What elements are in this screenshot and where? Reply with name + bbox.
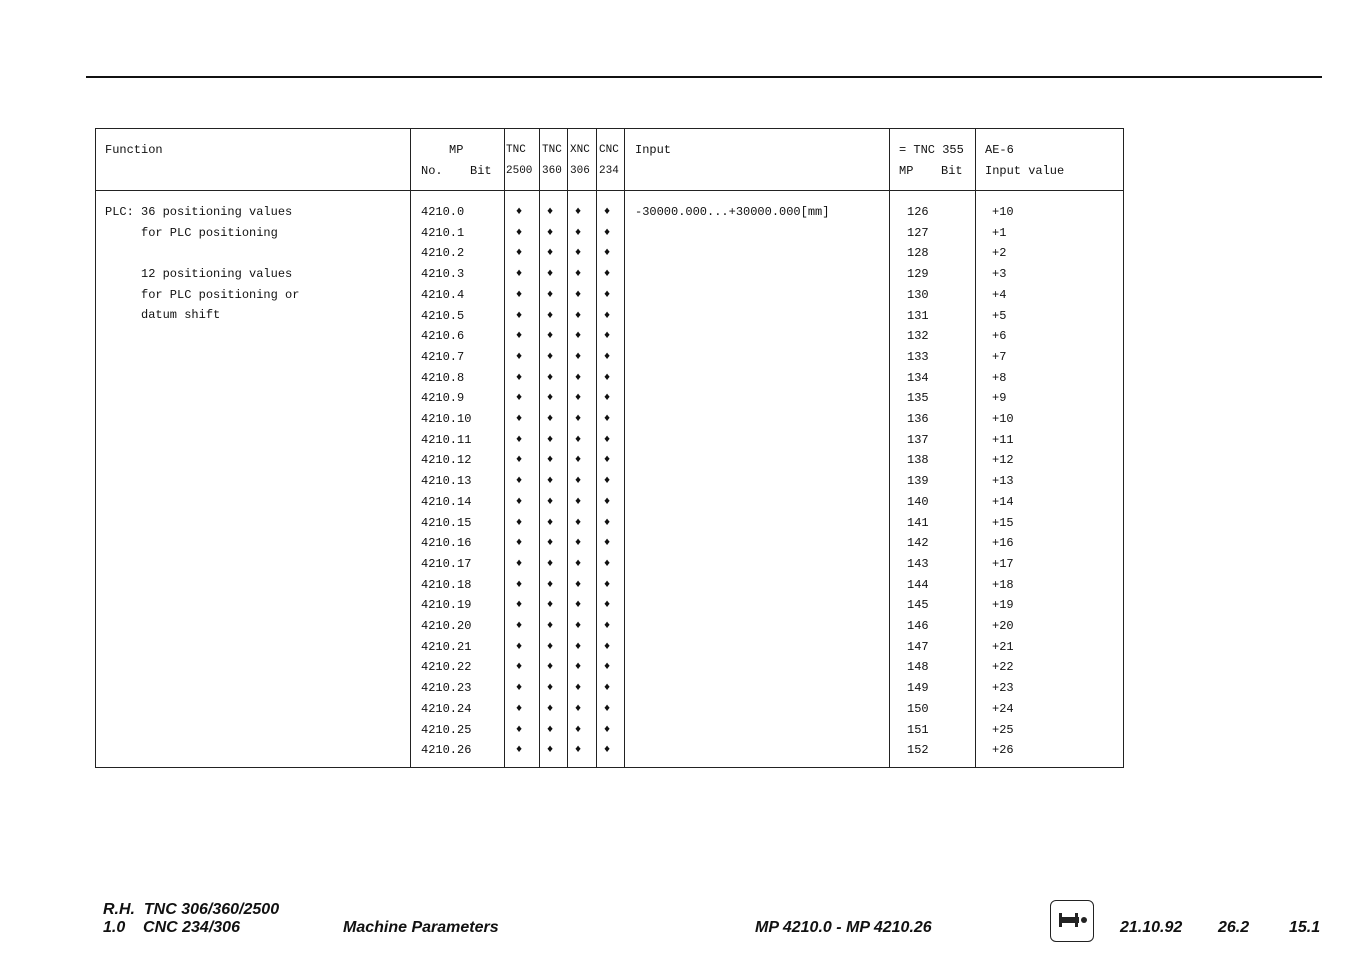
row-tnc355-value: 130 — [907, 288, 929, 302]
availability-diamond-icon: ♦ — [603, 517, 611, 529]
availability-diamond-icon: ♦ — [546, 392, 554, 404]
availability-diamond-icon: ♦ — [603, 392, 611, 404]
availability-diamond-icon: ♦ — [546, 330, 554, 342]
availability-diamond-icon: ♦ — [515, 641, 523, 653]
footer-date: 21.10.92 — [1120, 919, 1183, 936]
availability-diamond-icon: ♦ — [546, 599, 554, 611]
row-mp-number: 4210.3 — [421, 267, 465, 281]
availability-diamond-icon: ♦ — [603, 496, 611, 508]
availability-diamond-icon: ♦ — [515, 744, 523, 756]
availability-diamond-icon: ♦ — [515, 724, 523, 736]
row-tnc355-value: 128 — [907, 246, 929, 260]
function-text-line: datum shift — [105, 308, 221, 322]
availability-diamond-icon: ♦ — [574, 227, 582, 239]
availability-diamond-icon: ♦ — [574, 351, 582, 363]
availability-diamond-icon: ♦ — [515, 454, 523, 466]
availability-diamond-icon: ♦ — [515, 496, 523, 508]
row-tnc355-value: 143 — [907, 557, 929, 571]
machine-logo-icon — [1050, 900, 1094, 942]
row-ae6-value: +20 — [992, 619, 1014, 633]
row-tnc355-value: 142 — [907, 536, 929, 550]
col-divider — [410, 129, 411, 767]
availability-diamond-icon: ♦ — [574, 413, 582, 425]
availability-diamond-icon: ♦ — [515, 227, 523, 239]
availability-diamond-icon: ♦ — [515, 599, 523, 611]
availability-diamond-icon: ♦ — [574, 454, 582, 466]
availability-diamond-icon: ♦ — [546, 537, 554, 549]
availability-diamond-icon: ♦ — [546, 454, 554, 466]
header-mp: MP — [449, 143, 464, 157]
availability-diamond-icon: ♦ — [574, 641, 582, 653]
availability-diamond-icon: ♦ — [603, 620, 611, 632]
row-ae6-value: +12 — [992, 453, 1014, 467]
row-ae6-value: +9 — [992, 391, 1007, 405]
availability-diamond-icon: ♦ — [546, 724, 554, 736]
row-mp-number: 4210.19 — [421, 598, 472, 612]
availability-diamond-icon: ♦ — [574, 372, 582, 384]
availability-diamond-icon: ♦ — [515, 330, 523, 342]
row-mp-number: 4210.20 — [421, 619, 472, 633]
row-ae6-value: +26 — [992, 743, 1014, 757]
row-ae6-value: +4 — [992, 288, 1007, 302]
row-mp-number: 4210.10 — [421, 412, 472, 426]
availability-diamond-icon: ♦ — [603, 247, 611, 259]
row-ae6-value: +18 — [992, 578, 1014, 592]
row-ae6-value: +22 — [992, 660, 1014, 674]
availability-diamond-icon: ♦ — [603, 206, 611, 218]
row-mp-number: 4210.7 — [421, 350, 465, 364]
parameter-table — [95, 128, 1124, 768]
footer-section-title: Machine Parameters — [343, 919, 499, 936]
availability-diamond-icon: ♦ — [603, 434, 611, 446]
header-tnc355-mp: MP — [899, 164, 914, 178]
availability-diamond-icon: ♦ — [574, 682, 582, 694]
availability-diamond-icon: ♦ — [574, 268, 582, 280]
row-ae6-value: +24 — [992, 702, 1014, 716]
availability-diamond-icon: ♦ — [603, 454, 611, 466]
availability-diamond-icon: ♦ — [603, 579, 611, 591]
header-ae6-input: Input value — [985, 164, 1065, 178]
col-divider — [596, 129, 597, 767]
header-no: No. — [421, 164, 443, 178]
row-mp-number: 4210.15 — [421, 516, 472, 530]
availability-diamond-icon: ♦ — [603, 641, 611, 653]
availability-diamond-icon: ♦ — [603, 413, 611, 425]
row-mp-number: 4210.16 — [421, 536, 472, 550]
row-mp-number: 4210.25 — [421, 723, 472, 737]
header-control-name: CNC — [599, 144, 619, 156]
availability-diamond-icon: ♦ — [603, 537, 611, 549]
row-ae6-value: +2 — [992, 246, 1007, 260]
row-tnc355-value: 138 — [907, 453, 929, 467]
row-ae6-value: +25 — [992, 723, 1014, 737]
header-control-name: TNC — [506, 144, 526, 156]
header-control-name: XNC — [570, 144, 590, 156]
availability-diamond-icon: ♦ — [574, 434, 582, 446]
availability-diamond-icon: ♦ — [515, 661, 523, 673]
availability-diamond-icon: ♦ — [574, 289, 582, 301]
row-mp-number: 4210.9 — [421, 391, 465, 405]
row-tnc355-value: 150 — [907, 702, 929, 716]
availability-diamond-icon: ♦ — [515, 537, 523, 549]
row-mp-number: 4210.0 — [421, 205, 465, 219]
header-tnc355: = TNC 355 — [899, 143, 964, 157]
row-mp-number: 4210.26 — [421, 743, 472, 757]
availability-diamond-icon: ♦ — [515, 289, 523, 301]
row-mp-number: 4210.14 — [421, 495, 472, 509]
availability-diamond-icon: ♦ — [574, 330, 582, 342]
availability-diamond-icon: ♦ — [515, 558, 523, 570]
row-ae6-value: +13 — [992, 474, 1014, 488]
header-tnc355-bit: Bit — [941, 164, 963, 178]
availability-diamond-icon: ♦ — [515, 206, 523, 218]
availability-diamond-icon: ♦ — [515, 517, 523, 529]
availability-diamond-icon: ♦ — [603, 558, 611, 570]
row-mp-number: 4210.4 — [421, 288, 465, 302]
availability-diamond-icon: ♦ — [546, 289, 554, 301]
availability-diamond-icon: ♦ — [603, 372, 611, 384]
row-mp-number: 4210.6 — [421, 329, 465, 343]
availability-diamond-icon: ♦ — [574, 724, 582, 736]
availability-diamond-icon: ♦ — [603, 703, 611, 715]
row-mp-number: 4210.12 — [421, 453, 472, 467]
availability-diamond-icon: ♦ — [603, 289, 611, 301]
row-ae6-value: +16 — [992, 536, 1014, 550]
row-tnc355-value: 144 — [907, 578, 929, 592]
row-ae6-value: +17 — [992, 557, 1014, 571]
availability-diamond-icon: ♦ — [603, 661, 611, 673]
col-divider — [975, 129, 976, 767]
row-tnc355-value: 146 — [907, 619, 929, 633]
availability-diamond-icon: ♦ — [574, 392, 582, 404]
availability-diamond-icon: ♦ — [515, 413, 523, 425]
row-ae6-value: +11 — [992, 433, 1014, 447]
header-ae6: AE-6 — [985, 143, 1014, 157]
row-tnc355-value: 136 — [907, 412, 929, 426]
availability-diamond-icon: ♦ — [574, 537, 582, 549]
availability-diamond-icon: ♦ — [546, 682, 554, 694]
row-tnc355-value: 152 — [907, 743, 929, 757]
availability-diamond-icon: ♦ — [546, 268, 554, 280]
availability-diamond-icon: ♦ — [603, 330, 611, 342]
availability-diamond-icon: ♦ — [546, 310, 554, 322]
row-tnc355-value: 139 — [907, 474, 929, 488]
availability-diamond-icon: ♦ — [515, 682, 523, 694]
row-ae6-value: +7 — [992, 350, 1007, 364]
availability-diamond-icon: ♦ — [515, 372, 523, 384]
row-ae6-value: +14 — [992, 495, 1014, 509]
availability-diamond-icon: ♦ — [546, 206, 554, 218]
availability-diamond-icon: ♦ — [603, 351, 611, 363]
availability-diamond-icon: ♦ — [546, 475, 554, 487]
availability-diamond-icon: ♦ — [515, 434, 523, 446]
header-input: Input — [635, 143, 672, 157]
availability-diamond-icon: ♦ — [546, 351, 554, 363]
row-ae6-value: +5 — [992, 309, 1007, 323]
availability-diamond-icon: ♦ — [546, 620, 554, 632]
col-divider — [567, 129, 568, 767]
availability-diamond-icon: ♦ — [515, 247, 523, 259]
availability-diamond-icon: ♦ — [546, 227, 554, 239]
row-tnc355-value: 127 — [907, 226, 929, 240]
availability-diamond-icon: ♦ — [515, 703, 523, 715]
availability-diamond-icon: ♦ — [603, 268, 611, 280]
row-ae6-value: +10 — [992, 205, 1014, 219]
availability-diamond-icon: ♦ — [546, 744, 554, 756]
availability-diamond-icon: ♦ — [574, 744, 582, 756]
footer-parameter-range: MP 4210.0 - MP 4210.26 — [755, 919, 932, 936]
row-ae6-value: +3 — [992, 267, 1007, 281]
input-range: -30000.000...+30000.000[mm] — [635, 205, 830, 219]
footer-author-controls: R.H. TNC 306/360/2500 — [103, 901, 280, 918]
availability-diamond-icon: ♦ — [515, 475, 523, 487]
header-control-num: 2500 — [506, 165, 533, 177]
header-function: Function — [105, 143, 163, 157]
row-ae6-value: +1 — [992, 226, 1007, 240]
row-ae6-value: +10 — [992, 412, 1014, 426]
availability-diamond-icon: ♦ — [574, 703, 582, 715]
row-tnc355-value: 137 — [907, 433, 929, 447]
availability-diamond-icon: ♦ — [574, 558, 582, 570]
row-tnc355-value: 134 — [907, 371, 929, 385]
row-tnc355-value: 149 — [907, 681, 929, 695]
row-mp-number: 4210.13 — [421, 474, 472, 488]
row-tnc355-value: 132 — [907, 329, 929, 343]
availability-diamond-icon: ♦ — [546, 496, 554, 508]
availability-diamond-icon: ♦ — [574, 475, 582, 487]
row-mp-number: 4210.23 — [421, 681, 472, 695]
row-ae6-value: +8 — [992, 371, 1007, 385]
row-tnc355-value: 133 — [907, 350, 929, 364]
row-tnc355-value: 135 — [907, 391, 929, 405]
availability-diamond-icon: ♦ — [546, 661, 554, 673]
row-mp-number: 4210.5 — [421, 309, 465, 323]
header-control-num: 306 — [570, 165, 590, 177]
footer-page-number: 15.1 — [1289, 919, 1321, 936]
availability-diamond-icon: ♦ — [515, 579, 523, 591]
function-text-line: PLC: 36 positioning values — [105, 205, 293, 219]
availability-diamond-icon: ♦ — [515, 392, 523, 404]
availability-diamond-icon: ♦ — [546, 579, 554, 591]
availability-diamond-icon: ♦ — [546, 703, 554, 715]
availability-diamond-icon: ♦ — [546, 517, 554, 529]
row-ae6-value: +6 — [992, 329, 1007, 343]
availability-diamond-icon: ♦ — [574, 661, 582, 673]
availability-diamond-icon: ♦ — [603, 227, 611, 239]
row-mp-number: 4210.2 — [421, 246, 465, 260]
row-tnc355-value: 141 — [907, 516, 929, 530]
availability-diamond-icon: ♦ — [574, 579, 582, 591]
row-tnc355-value: 148 — [907, 660, 929, 674]
row-tnc355-value: 126 — [907, 205, 929, 219]
row-mp-number: 4210.1 — [421, 226, 465, 240]
row-ae6-value: +23 — [992, 681, 1014, 695]
header-control-num: 234 — [599, 165, 619, 177]
availability-diamond-icon: ♦ — [546, 247, 554, 259]
availability-diamond-icon: ♦ — [515, 351, 523, 363]
row-tnc355-value: 131 — [907, 309, 929, 323]
availability-diamond-icon: ♦ — [546, 558, 554, 570]
col-divider — [504, 129, 505, 767]
row-mp-number: 4210.18 — [421, 578, 472, 592]
availability-diamond-icon: ♦ — [603, 724, 611, 736]
row-mp-number: 4210.8 — [421, 371, 465, 385]
footer-revision-controls: 1.0 CNC 234/306 — [103, 919, 240, 936]
availability-diamond-icon: ♦ — [546, 372, 554, 384]
availability-diamond-icon: ♦ — [574, 310, 582, 322]
row-ae6-value: +21 — [992, 640, 1014, 654]
row-mp-number: 4210.24 — [421, 702, 472, 716]
top-rule — [86, 76, 1322, 78]
header-control-num: 360 — [542, 165, 562, 177]
availability-diamond-icon: ♦ — [546, 434, 554, 446]
row-tnc355-value: 140 — [907, 495, 929, 509]
availability-diamond-icon: ♦ — [515, 310, 523, 322]
function-text-line: for PLC positioning or — [105, 288, 300, 302]
header-divider — [96, 190, 1123, 191]
availability-diamond-icon: ♦ — [603, 599, 611, 611]
footer-version: 26.2 — [1218, 919, 1250, 936]
machine-logo-icon-glyph — [1051, 901, 1092, 940]
availability-diamond-icon: ♦ — [546, 641, 554, 653]
availability-diamond-icon: ♦ — [574, 599, 582, 611]
availability-diamond-icon: ♦ — [515, 268, 523, 280]
availability-diamond-icon: ♦ — [603, 744, 611, 756]
row-mp-number: 4210.11 — [421, 433, 472, 447]
availability-diamond-icon: ♦ — [546, 413, 554, 425]
col-divider — [539, 129, 540, 767]
availability-diamond-icon: ♦ — [603, 310, 611, 322]
function-text-line: 12 positioning values — [105, 267, 293, 281]
availability-diamond-icon: ♦ — [574, 206, 582, 218]
col-divider — [624, 129, 625, 767]
row-mp-number: 4210.22 — [421, 660, 472, 674]
row-mp-number: 4210.21 — [421, 640, 472, 654]
availability-diamond-icon: ♦ — [515, 620, 523, 632]
col-divider — [889, 129, 890, 767]
row-mp-number: 4210.17 — [421, 557, 472, 571]
availability-diamond-icon: ♦ — [574, 247, 582, 259]
row-tnc355-value: 129 — [907, 267, 929, 281]
row-ae6-value: +19 — [992, 598, 1014, 612]
availability-diamond-icon: ♦ — [603, 682, 611, 694]
availability-diamond-icon: ♦ — [574, 496, 582, 508]
row-tnc355-value: 147 — [907, 640, 929, 654]
row-tnc355-value: 145 — [907, 598, 929, 612]
function-text-line: for PLC positioning — [105, 226, 278, 240]
header-bit: Bit — [470, 164, 492, 178]
header-control-name: TNC — [542, 144, 562, 156]
availability-diamond-icon: ♦ — [574, 620, 582, 632]
row-ae6-value: +15 — [992, 516, 1014, 530]
availability-diamond-icon: ♦ — [574, 517, 582, 529]
row-tnc355-value: 151 — [907, 723, 929, 737]
availability-diamond-icon: ♦ — [603, 475, 611, 487]
